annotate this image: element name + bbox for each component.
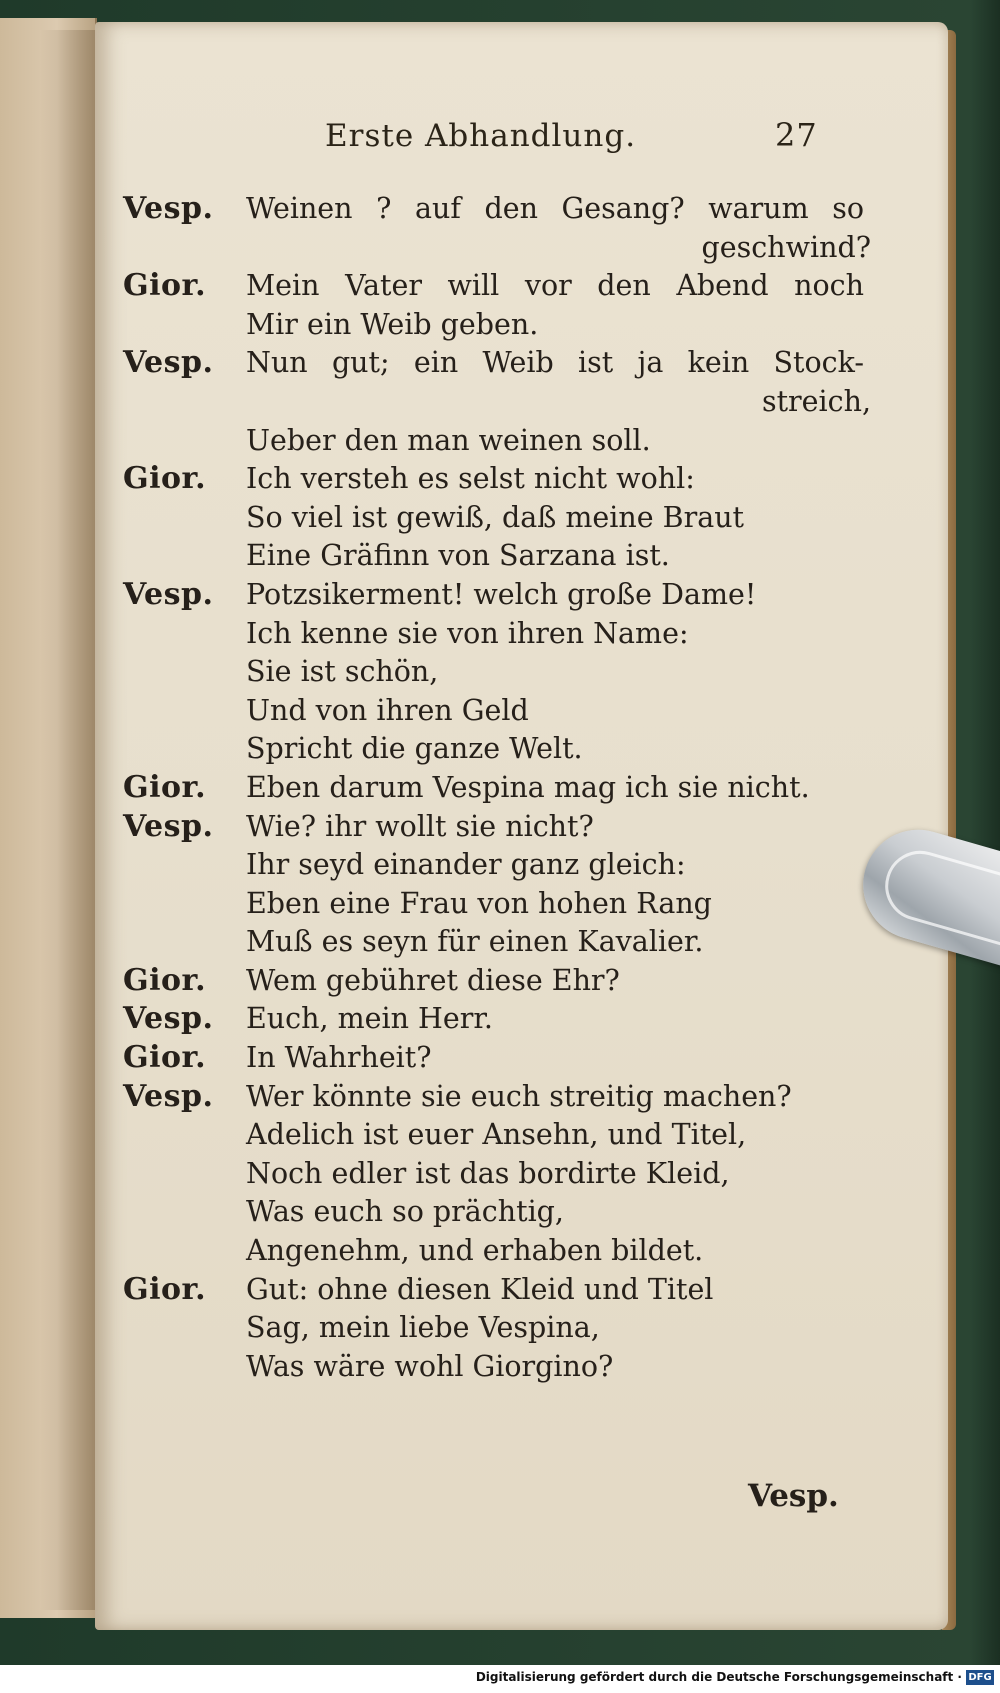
verse-text: Ich kenne sie von ihren Name: xyxy=(246,616,689,650)
verse-text: Ueber den man weinen soll. xyxy=(246,423,651,457)
verse-text: Muß es seyn für einen Kavalier. xyxy=(246,925,704,959)
speaker-name: Gior. xyxy=(123,1040,207,1076)
speaker-name: Gior. xyxy=(123,962,207,998)
verse-text: geschwind? xyxy=(701,230,871,264)
verse-text: Eine Gräfinn von Sarzana ist. xyxy=(246,539,670,573)
verse-text: Ihr seyd einander ganz gleich: xyxy=(246,848,686,882)
verse-text: Weinen ? auf den Gesang? warum so xyxy=(246,192,864,225)
verse-line xyxy=(95,962,865,1001)
funding-credit: Digitalisierung gefördert durch die Deutsche Forschungsgemeinschaft · xyxy=(475,1670,962,1684)
verse-text: Ich versteh es selst nicht wohl: xyxy=(246,462,695,496)
digitization-footer xyxy=(0,1665,1000,1693)
speaker-name: Vesp. xyxy=(123,808,214,844)
verse-text: Spricht die ganze Welt. xyxy=(246,732,583,766)
verse-text: Euch, mein Herr. xyxy=(246,1002,493,1036)
verse-text: Gut: ohne diesen Kleid und Titel xyxy=(246,1272,714,1306)
running-title: Erste Abhandlung. xyxy=(325,118,637,154)
gutter-shadow xyxy=(40,30,100,1610)
verse-line xyxy=(95,769,865,808)
verse-line xyxy=(95,229,871,268)
dialogue-text xyxy=(95,190,871,1386)
verse-text: Wer könnte sie euch streitig machen? xyxy=(246,1079,792,1113)
speaker-name: Vesp. xyxy=(123,1001,214,1037)
verse-line xyxy=(95,422,865,461)
verse-line xyxy=(95,306,865,345)
page-header xyxy=(95,112,948,162)
verse-text: Eben darum Vespina mag ich sie nicht. xyxy=(246,770,810,804)
verse-line xyxy=(95,190,865,229)
verse-line xyxy=(95,1309,865,1348)
verse-text: Adelich ist euer Ansehn, und Titel, xyxy=(246,1118,747,1152)
verse-text: Angenehm, und erhaben bildet. xyxy=(246,1234,704,1268)
verse-text: In Wahrheit? xyxy=(246,1041,432,1075)
speaker-name: Gior. xyxy=(123,1271,207,1307)
verse-line xyxy=(95,1232,865,1271)
page-number: 27 xyxy=(775,116,818,154)
verse-line xyxy=(95,808,865,847)
verse-line xyxy=(95,1000,865,1039)
verse-line xyxy=(95,692,865,731)
verse-line xyxy=(95,653,865,692)
verse-text: Was euch so prächtig, xyxy=(246,1195,564,1229)
verse-line xyxy=(95,344,865,383)
verse-line xyxy=(95,576,865,615)
verse-text: Wem gebühret diese Ehr? xyxy=(246,963,620,997)
verse-text: streich, xyxy=(761,384,871,418)
verse-text: Sie ist schön, xyxy=(246,655,439,689)
verse-line xyxy=(95,1078,865,1117)
verse-text: Nun gut; ein Weib ist ja kein Stock- xyxy=(246,346,864,380)
verse-line xyxy=(95,460,865,499)
verse-text: So viel ist gewiß, daß meine Braut xyxy=(246,500,745,534)
verse-text: Und von ihren Geld xyxy=(246,693,529,727)
verse-line xyxy=(95,846,865,885)
verse-line xyxy=(95,1348,865,1387)
verse-line xyxy=(95,383,871,422)
verse-line xyxy=(95,885,865,924)
verse-text: Sag, mein liebe Vespina, xyxy=(246,1311,600,1345)
verse-text: Mein Vater will vor den Abend noch xyxy=(246,269,864,303)
verse-line xyxy=(95,267,865,306)
verse-line xyxy=(95,1116,865,1155)
verse-line xyxy=(95,537,865,576)
verse-line xyxy=(95,1155,865,1194)
verse-line xyxy=(95,1039,865,1078)
speaker-name: Vesp. xyxy=(123,345,214,381)
speaker-name: Gior. xyxy=(123,268,207,304)
verse-text: Wie? ihr wollt sie nicht? xyxy=(246,809,594,843)
verse-text: Potzsikerment! welch große Dame! xyxy=(246,577,757,611)
speaker-name: Gior. xyxy=(123,461,207,497)
dfg-logo: DFG xyxy=(966,1670,994,1685)
speaker-name: Vesp. xyxy=(123,191,214,226)
verse-line xyxy=(95,1193,865,1232)
verse-text: Was wäre wohl Giorgino? xyxy=(246,1349,614,1383)
verse-text: Eben eine Frau von hohen Rang xyxy=(246,886,712,920)
speaker-name: Gior. xyxy=(123,769,207,805)
verse-line xyxy=(95,1271,865,1310)
verse-line xyxy=(95,730,865,769)
verse-line xyxy=(95,499,865,538)
verse-line xyxy=(95,615,865,654)
verse-text: Mir ein Weib geben. xyxy=(246,307,539,341)
catchword: Vesp. xyxy=(748,1478,839,1514)
speaker-name: Vesp. xyxy=(123,576,214,612)
speaker-name: Vesp. xyxy=(123,1078,214,1114)
verse-line xyxy=(95,923,865,962)
verse-text: Noch edler ist das bordirte Kleid, xyxy=(246,1156,730,1190)
